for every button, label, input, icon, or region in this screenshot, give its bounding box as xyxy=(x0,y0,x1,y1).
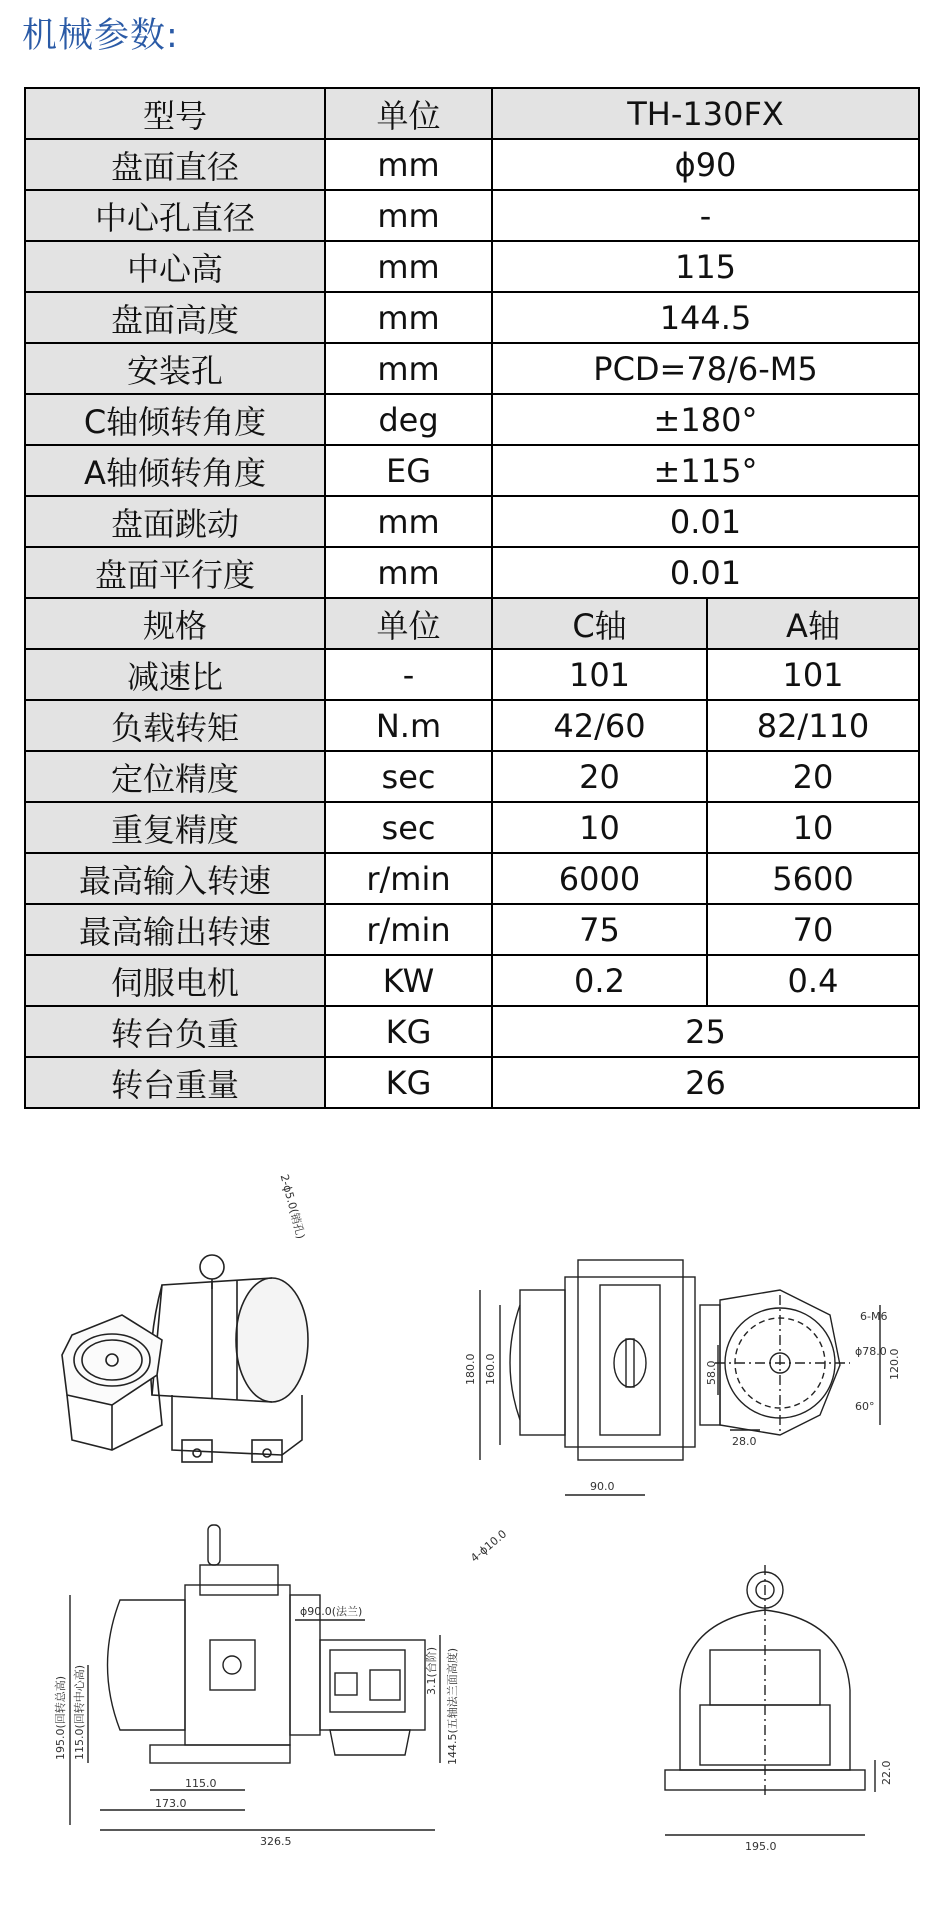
table2-row xyxy=(25,649,919,700)
a-axis-header: A轴 xyxy=(707,598,919,649)
table2-row xyxy=(25,802,919,853)
dim-28: 28.0 xyxy=(732,1435,757,1448)
spec-unit: KG xyxy=(325,1006,492,1057)
dim-6-m6: 6-M6 xyxy=(860,1310,888,1323)
header-model: 型号 xyxy=(25,88,325,139)
spec-unit: - xyxy=(325,649,492,700)
param-unit: mm xyxy=(325,547,492,598)
param-unit: deg xyxy=(325,394,492,445)
param-value: 0.01 xyxy=(492,547,919,598)
param-value: ϕ90 xyxy=(492,139,919,190)
unit-header: 单位 xyxy=(325,598,492,649)
table2-row xyxy=(25,700,919,751)
param-unit: EG xyxy=(325,445,492,496)
table2-row xyxy=(25,955,919,1006)
a-axis-value: 10 xyxy=(707,802,919,853)
param-name: 盘面直径 xyxy=(25,139,325,190)
param-name: A轴倾转角度 xyxy=(25,445,325,496)
table1-row xyxy=(25,190,919,241)
param-name: 中心孔直径 xyxy=(25,190,325,241)
param-unit: mm xyxy=(325,139,492,190)
table1-row xyxy=(25,496,919,547)
a-axis-value: 82/110 xyxy=(707,700,919,751)
table2-merged-row xyxy=(25,1057,919,1108)
dim-326: 326.5 xyxy=(260,1835,292,1848)
param-value: 115 xyxy=(492,241,919,292)
table1-row xyxy=(25,292,919,343)
param-name: C轴倾转角度 xyxy=(25,394,325,445)
param-unit: mm xyxy=(325,292,492,343)
param-unit: mm xyxy=(325,190,492,241)
dim-total-height: 195.0(回转总高) xyxy=(54,1675,67,1760)
param-value: PCD=78/6-M5 xyxy=(492,343,919,394)
param-value: ±115° xyxy=(492,445,919,496)
param-name: 安装孔 xyxy=(25,343,325,394)
c-axis-value: 10 xyxy=(492,802,707,853)
dim-195: 195.0 xyxy=(745,1840,777,1853)
param-value: - xyxy=(492,190,919,241)
dim-center-height: 115.0(回转中心高) xyxy=(73,1664,86,1760)
c-axis-value: 101 xyxy=(492,649,707,700)
spec-name: 减速比 xyxy=(25,649,325,700)
dim-120: 120.0 xyxy=(888,1348,901,1380)
dim-90: 90.0 xyxy=(590,1480,615,1493)
a-axis-value: 0.4 xyxy=(707,955,919,1006)
spec-table xyxy=(24,87,920,1109)
c-axis-value: 6000 xyxy=(492,853,707,904)
table1-row xyxy=(25,394,919,445)
spec-value: 25 xyxy=(492,1006,919,1057)
param-name: 中心高 xyxy=(25,241,325,292)
spec-name: 转台重量 xyxy=(25,1057,325,1108)
param-unit: mm xyxy=(325,241,492,292)
spec-unit: sec xyxy=(325,802,492,853)
c-axis-value: 75 xyxy=(492,904,707,955)
header-unit: 单位 xyxy=(325,88,492,139)
dim-step: 3.1(台阶) xyxy=(425,1646,438,1695)
end-view-drawing xyxy=(640,1560,900,1860)
param-name: 盘面平行度 xyxy=(25,547,325,598)
c-axis-value: 20 xyxy=(492,751,707,802)
dim-58: 58.0 xyxy=(705,1360,718,1385)
param-unit: mm xyxy=(325,496,492,547)
table1-row xyxy=(25,547,919,598)
dim-115: 115.0 xyxy=(185,1777,217,1790)
param-name: 盘面高度 xyxy=(25,292,325,343)
table1-row xyxy=(25,343,919,394)
spec-name: 转台负重 xyxy=(25,1006,325,1057)
dim-22: 22.0 xyxy=(880,1760,893,1785)
dim-flange-height: 144.5(五轴法兰面高度) xyxy=(446,1647,459,1765)
top-view-drawing xyxy=(277,1172,935,1565)
spec-name: 定位精度 xyxy=(25,751,325,802)
spec-name: 最高输入转速 xyxy=(25,853,325,904)
page-heading: 机械参数: xyxy=(22,16,179,56)
param-value: 144.5 xyxy=(492,292,919,343)
table2-row xyxy=(25,751,919,802)
a-axis-value: 5600 xyxy=(707,853,919,904)
c-axis-value: 42/60 xyxy=(492,700,707,751)
table1-header-row xyxy=(25,88,919,139)
spec-unit: r/min xyxy=(325,853,492,904)
param-unit: mm xyxy=(325,343,492,394)
dim-pin-holes: 2-ϕ5.0(销孔) xyxy=(277,1172,308,1241)
isometric-view-drawing xyxy=(52,1245,342,1490)
spec-value: 26 xyxy=(492,1057,919,1108)
spec-name: 重复精度 xyxy=(25,802,325,853)
dim-flange: ϕ90.0(法兰) xyxy=(300,1605,363,1618)
spec-unit: KW xyxy=(325,955,492,1006)
dim-4-phi10: 4-ϕ10.0 xyxy=(468,1527,510,1565)
param-value: ±180° xyxy=(492,394,919,445)
spec-header: 规格 xyxy=(25,598,325,649)
dim-60deg: 60° xyxy=(855,1400,875,1413)
param-name: 盘面跳动 xyxy=(25,496,325,547)
spec-name: 最高输出转速 xyxy=(25,904,325,955)
dim-173: 173.0 xyxy=(155,1797,187,1810)
spec-unit: KG xyxy=(325,1057,492,1108)
spec-unit: r/min xyxy=(325,904,492,955)
spec-name: 伺服电机 xyxy=(25,955,325,1006)
a-axis-value: 70 xyxy=(707,904,919,955)
spec-unit: sec xyxy=(325,751,492,802)
dim-phi78: ϕ78.0 xyxy=(855,1345,887,1358)
table2-header-row xyxy=(25,598,919,649)
side-view-drawing xyxy=(40,1525,515,1855)
table1-row xyxy=(25,241,919,292)
table1-row xyxy=(25,445,919,496)
param-value: 0.01 xyxy=(492,496,919,547)
table2-merged-row xyxy=(25,1006,919,1057)
header-model-name: TH-130FX xyxy=(492,88,919,139)
c-axis-header: C轴 xyxy=(492,598,707,649)
table2-row xyxy=(25,853,919,904)
dim-180: 180.0 xyxy=(464,1353,477,1385)
spec-unit: N.m xyxy=(325,700,492,751)
spec-name: 负载转矩 xyxy=(25,700,325,751)
dim-160: 160.0 xyxy=(484,1353,497,1385)
a-axis-value: 20 xyxy=(707,751,919,802)
c-axis-value: 0.2 xyxy=(492,955,707,1006)
table1-row xyxy=(25,139,919,190)
a-axis-value: 101 xyxy=(707,649,919,700)
table2-row xyxy=(25,904,919,955)
